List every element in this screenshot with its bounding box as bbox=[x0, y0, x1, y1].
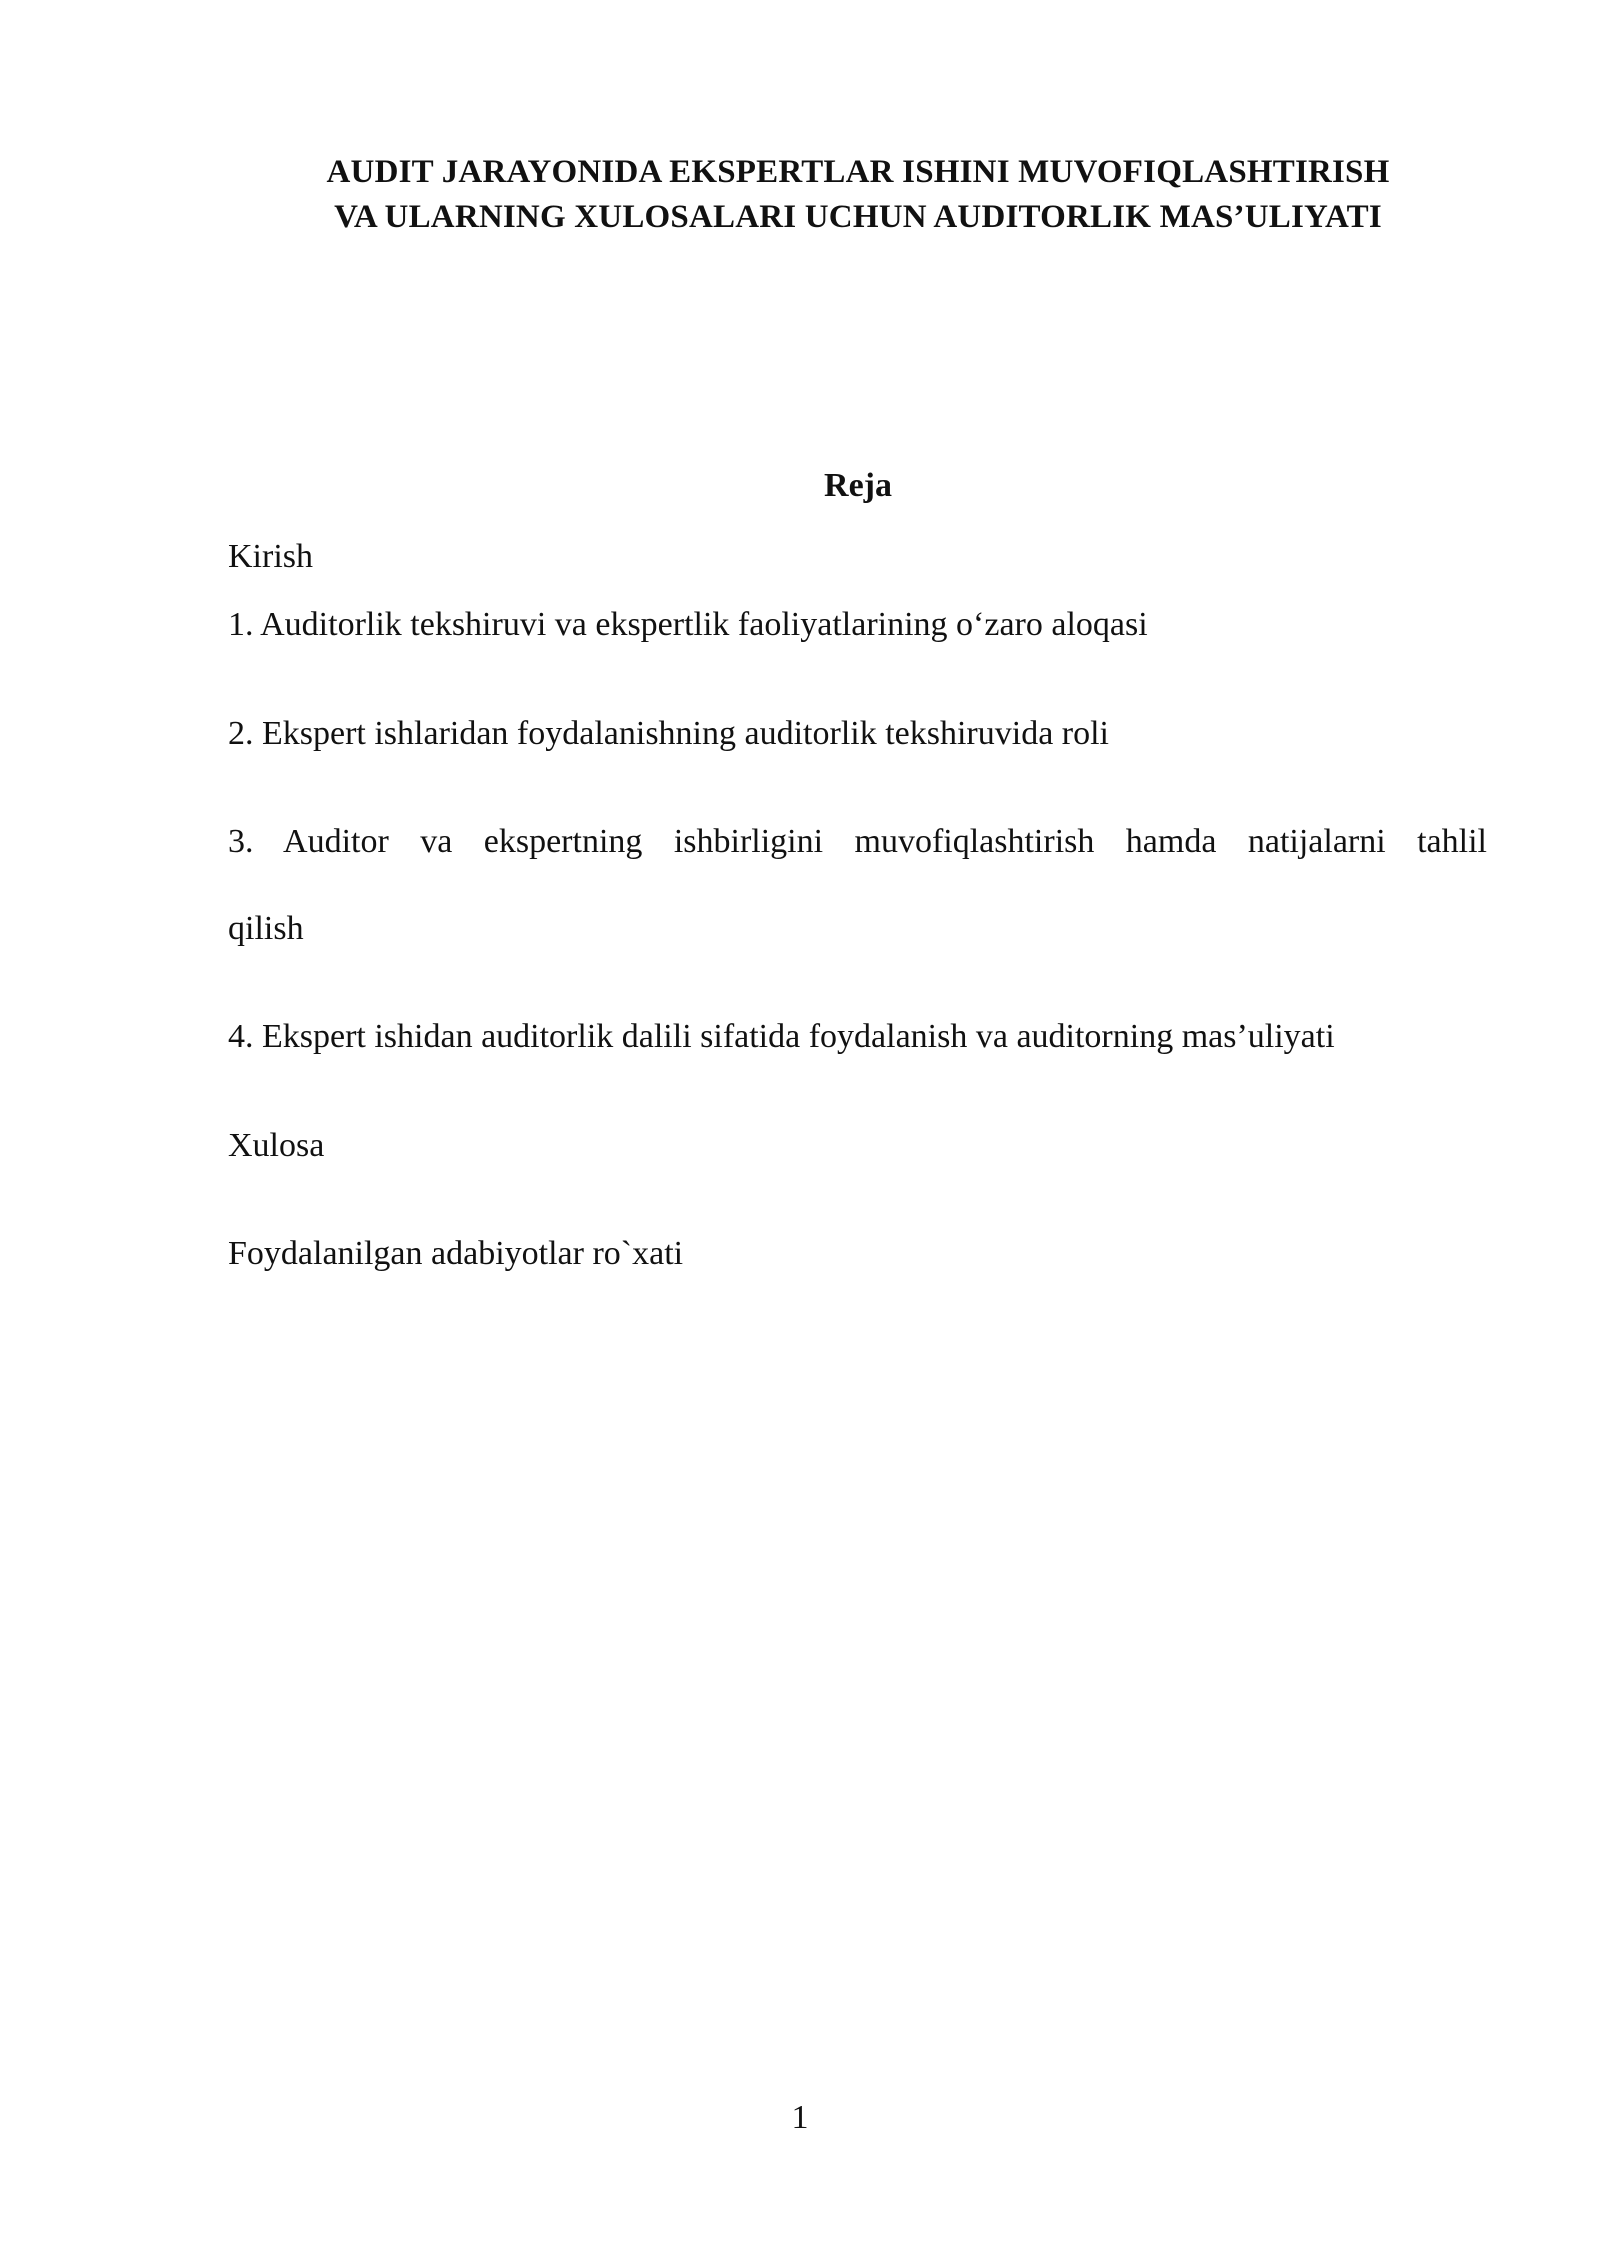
plan-item-conclusion: Xulosa bbox=[228, 1127, 325, 1164]
plan-item-references: Foydalanilgan adabiyotlar ro`xati bbox=[228, 1235, 684, 1272]
plan-item-1: 1. Auditorlik tekshiruvi va ekspertlik faoliyatlarining o‘zaro aloqasi bbox=[228, 606, 1148, 643]
page-number: 1 bbox=[791, 2099, 809, 2136]
plan-item-3-line-1: 3. Auditor va ekspertning ishbirligini muvofiqlashtirish hamda natijalarni tahlil bbox=[228, 823, 1487, 860]
plan-heading: Reja bbox=[824, 467, 892, 504]
document-title bbox=[228, 150, 1488, 240]
plan-item-3-line-2: qilish bbox=[228, 910, 304, 947]
plan-item-3 bbox=[228, 820, 1487, 864]
title-line-2: VA ULARNING XULOSALARI UCHUN AUDITORLIK MAS’ULIYATI bbox=[334, 199, 1382, 235]
plan-item-intro: Kirish bbox=[228, 538, 313, 575]
plan-item-4: 4. Ekspert ishidan auditorlik dalili sifatida foydalanish va auditorning mas’uliyati bbox=[228, 1018, 1335, 1055]
title-line-1: AUDIT JARAYONIDA EKSPERTLAR ISHINI MUVOFIQLASHTIRISH bbox=[326, 154, 1390, 190]
plan-item-2: 2. Ekspert ishlaridan foydalanishning auditorlik tekshiruvida roli bbox=[228, 715, 1109, 752]
